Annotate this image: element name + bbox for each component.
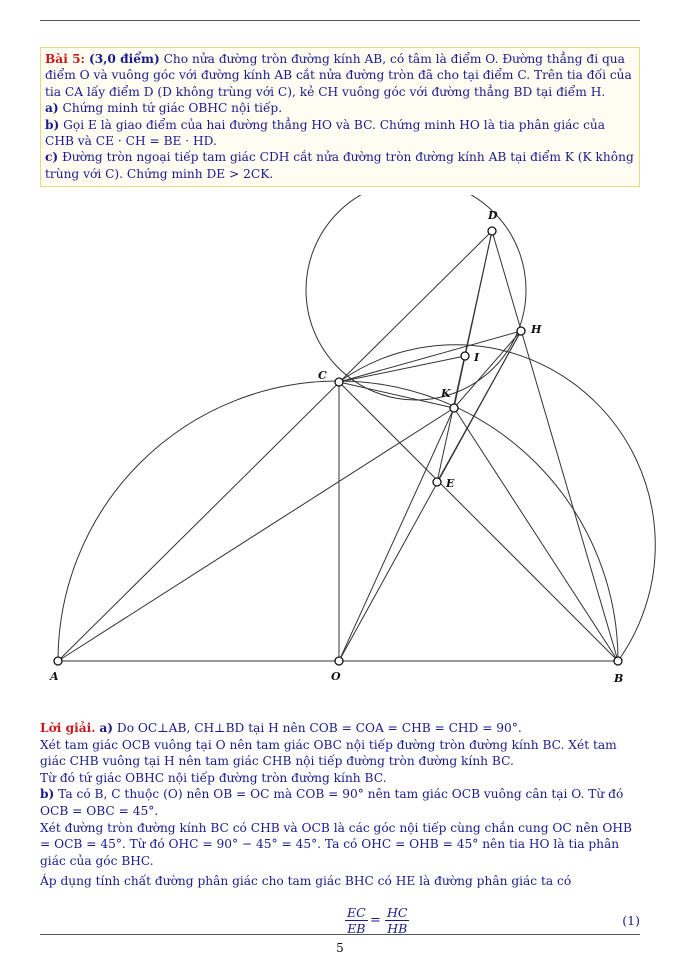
- problem-statement: [40, 47, 640, 187]
- problem-points: (3,0 điểm): [88, 52, 160, 66]
- point-e: [433, 478, 441, 486]
- eq-right-den: HB: [387, 921, 408, 936]
- point-d: [488, 227, 496, 235]
- circle-cdh: [306, 195, 526, 400]
- segment-ch: [339, 331, 521, 382]
- solution-line-4: [40, 786, 640, 819]
- segment-ci: [339, 356, 465, 382]
- label-d: D: [488, 209, 498, 222]
- geometry-figure: [0, 195, 680, 695]
- point-a: [54, 657, 62, 665]
- equation-1: [40, 905, 640, 935]
- solution-p4: Ta có B, C thuộc (O) nên OB = OC mà COB = 90° nên tam giác OCB vuông cân tại O. Từ đó OCB = OBC = 45°.: [40, 787, 624, 818]
- solution-p3: Từ đó tứ giác OBHC nội tiếp đường tròn đường kính BC.: [40, 770, 387, 785]
- segment-ck: [339, 382, 454, 408]
- segment-ad: [58, 231, 492, 661]
- label-a: A: [50, 670, 59, 683]
- segment-kb: [454, 408, 618, 661]
- label-c: C: [318, 369, 327, 382]
- solution-p2: Xét tam giác OCB vuông tại O nên tam giác OBC nội tiếp đường tròn đường kính BC. Xét tam giác CHB vuông tại H nên tam giác CHB nội tiếp đường tròn đường kính BC.: [40, 737, 617, 769]
- label-o: O: [331, 670, 341, 683]
- eq-right-num: HC: [387, 905, 408, 920]
- solution-b-label: b): [40, 787, 55, 802]
- eq-right-fraction: [385, 905, 409, 936]
- point-k: [450, 404, 458, 412]
- solution-p1: Do OC⊥AB, CH⊥BD tại H nên COB = COA = CHB = CHD = 90°.: [116, 721, 522, 735]
- segment-cb: [339, 382, 618, 661]
- segment-ak: [58, 408, 454, 661]
- solution-heading: Lời giải.: [40, 721, 96, 735]
- label-b: B: [614, 672, 624, 685]
- problem-title: Bài 5:: [45, 52, 86, 66]
- eq-left-den: EB: [347, 921, 366, 936]
- part-a-label: a): [45, 101, 59, 116]
- part-b-label: b): [45, 117, 60, 132]
- label-i: I: [474, 351, 480, 364]
- part-c-text: Đường tròn ngoại tiếp tam giác CDH cắt nửa đường tròn đường kính AB tại điểm K (K không trùng với C). Chứng minh DE > 2CK.: [45, 150, 634, 181]
- solution-p6: Áp dụng tính chất đường phân giác cho tam giác BHC có HE là đường phân giác ta có: [40, 874, 572, 889]
- solution: [40, 720, 640, 890]
- segment-kh: [454, 331, 521, 408]
- solution-p5: Xét đường tròn đường kính BC có CHB và OCB là các góc nội tiếp cùng chắn cung OC nên OHB = OCB = 45°. Từ đó OHC = 90° − 45° = 45°. Ta có OHC = OHB = 45° nên tia HO là tia phân giác của góc BHC.: [40, 820, 632, 868]
- solution-line-1: [40, 720, 640, 737]
- solution-a-label: a): [99, 721, 114, 735]
- eq-number: (1): [622, 913, 640, 928]
- part-b-text: Gọi E là giao điểm của hai đường thẳng HO và BC. Chứng minh HO là tia phân giác của CHB và CE · CH = BE · HD.: [45, 117, 606, 149]
- segment-db: [492, 231, 618, 661]
- semicircle-ab: [58, 381, 618, 661]
- problem-intro: Cho nửa đường tròn đường kính AB, có tâm là điểm O. Đường thẳng đi qua điểm O và vuông góc với đường kính AB cắt nửa đường tròn đã cho tại điểm C. Trên tia đối của tia CA lấy điểm D (D không trùng với C), kẻ CH vuông góc với đường thẳng BD tại điểm H.: [45, 52, 632, 99]
- point-h: [517, 327, 525, 335]
- eq-left-fraction: [345, 905, 368, 936]
- eq-sign: =: [370, 913, 381, 928]
- label-h: H: [531, 323, 542, 336]
- eq-left-num: EC: [347, 905, 366, 920]
- page-number: 5: [336, 941, 344, 955]
- part-c-label: c): [45, 150, 59, 165]
- arc-ckb: [339, 345, 655, 661]
- footer-rule: [40, 934, 640, 935]
- label-e: E: [446, 477, 455, 490]
- label-k: K: [441, 387, 451, 400]
- point-c: [335, 378, 343, 386]
- geometry-svg: [0, 195, 680, 695]
- part-a-text: Chứng minh tứ giác OBHC nội tiếp.: [62, 101, 283, 116]
- point-b: [614, 657, 622, 665]
- point-o: [335, 657, 343, 665]
- segment-ok: [339, 408, 454, 661]
- point-i: [461, 352, 469, 360]
- header-rule: [40, 20, 640, 21]
